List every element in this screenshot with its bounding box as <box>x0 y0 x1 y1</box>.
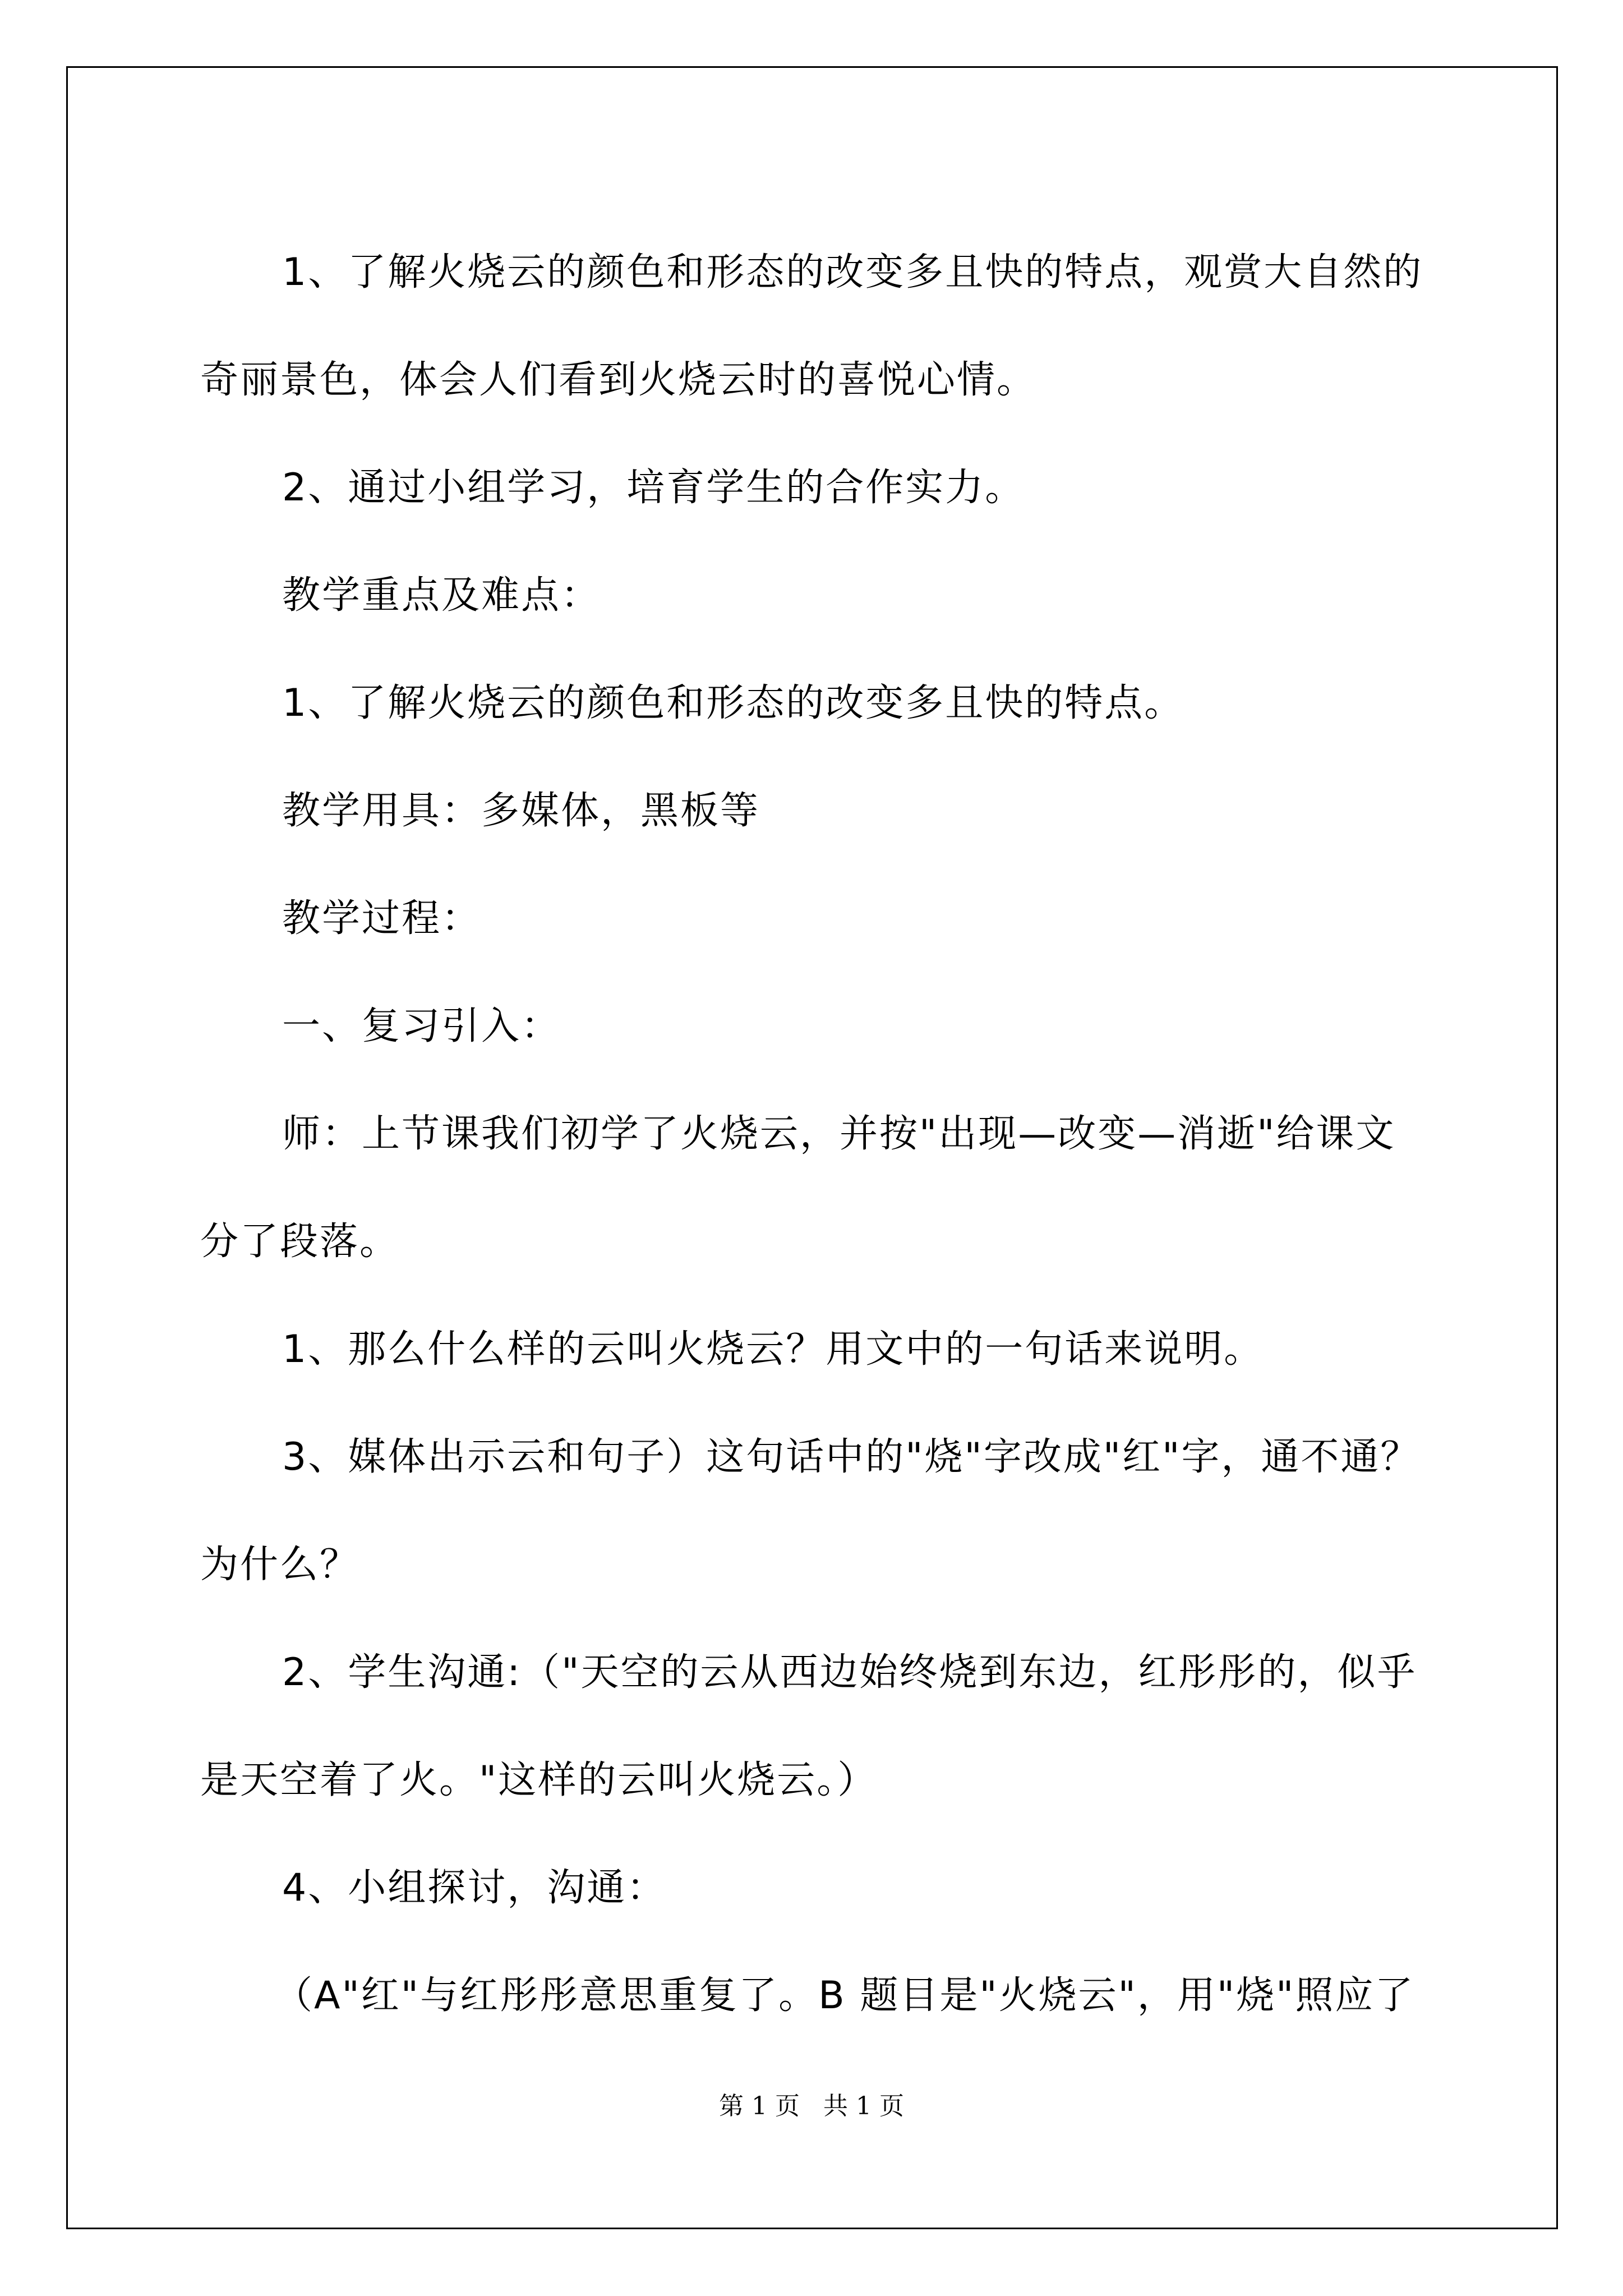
paragraph-line: 2、学生沟通:（"天空的云从西边始终烧到东边，红彤彤的，似乎 <box>282 1650 1417 1695</box>
paragraph-line: （A"红"与红彤彤意思重复了。B 题目是"火烧云"，用"烧"照应了 <box>274 1973 1415 2018</box>
document-body <box>200 219 1428 2050</box>
paragraph-line: 为什么？ <box>200 1543 360 1587</box>
paragraph-line: 4、小组探讨，沟通： <box>282 1866 667 1910</box>
paragraph-line: 2、通过小组学习，培育学生的合作实力。 <box>282 466 1025 510</box>
paragraph-line: 是天空着了火。"这样的云叫火烧云。） <box>200 1758 878 1802</box>
page-footer: 第 1 页 共 1 页 <box>719 2092 904 2120</box>
paragraph-line: 1、了解火烧云的颜色和形态的改变多且快的特点。 <box>282 681 1184 725</box>
paragraph-line: 师：上节课我们初学了火烧云，并按"出现—改变—消逝"给课文 <box>282 1112 1396 1156</box>
section-heading: 一、复习引入： <box>282 1004 561 1048</box>
paragraph-line: 1、那么什么样的云叫火烧云？用文中的一句话来说明。 <box>282 1327 1264 1372</box>
paragraph-line: 1、了解火烧云的颜色和形态的改变多且快的特点，观赏大自然的 <box>282 250 1423 295</box>
paragraph-line: 教学用具：多媒体，黑板等 <box>282 789 760 833</box>
section-heading: 教学重点及难点： <box>282 573 601 618</box>
paragraph-line: 奇丽景色，体会人们看到火烧云时的喜悦心情。 <box>200 358 1037 402</box>
section-heading: 教学过程： <box>282 896 482 941</box>
paragraph-line: 分了段落。 <box>200 1220 400 1264</box>
paragraph-line: 3、媒体出示云和句子）这句话中的"烧"字改成"红"字，通不通？ <box>282 1435 1421 1479</box>
